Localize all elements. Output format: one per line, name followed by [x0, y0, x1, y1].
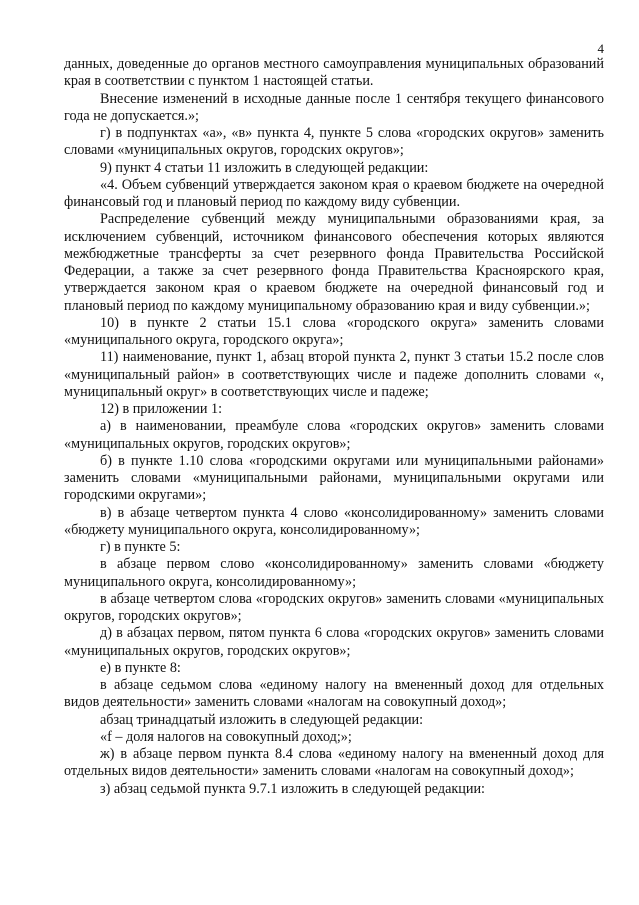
document-body — [64, 56, 604, 798]
paragraph: в) в абзаце четвертом пункта 4 слово «консолидированному» заменить словами «бюджету муниципального округа, консолидированному»; — [64, 504, 604, 538]
paragraph: «f – доля налогов на совокупный доход;»; — [100, 728, 352, 745]
paragraph: г) в пункте 5: — [100, 539, 181, 555]
paragraph: абзац тринадцатый изложить в следующей редакции: — [100, 711, 424, 728]
paragraph: г) в подпунктах «а», «в» пункта 4, пункте 5 слова «городских округов» заменить словами «муниципальных округов, городских округов»; — [64, 125, 604, 159]
paragraph: 10) в пункте 2 статьи 15.1 слова «городского округа» заменить словами «муниципального округа, городского округа»; — [64, 314, 604, 348]
paragraph: ж) в абзаце первом пункта 8.4 слова «единому налогу на вмененный доход для отдельных видов деятельности» заменить словами «налогам на совокупный доход»; — [64, 746, 604, 780]
paragraph: 12) в приложении 1: — [100, 401, 223, 417]
paragraph: 9) пункт 4 статьи 11 изложить в следующей редакции: — [100, 159, 429, 176]
paragraph: «4. Объем субвенций утверждается законом края о краевом бюджете на очередной финансовый год и плановый период по каждому виду субвенции. — [64, 176, 604, 210]
paragraph: з) абзац седьмой пункта 9.7.1 изложить в следующей редакции: — [100, 780, 486, 797]
paragraph: д) в абзацах первом, пятом пункта 6 слова «городских округов» заменить словами «муниципальных округов, городских округов»; — [64, 625, 604, 659]
paragraph: данных, доведенные до органов местного самоуправления муниципальных образований края в соответствии с пунктом 1 настоящей статьи. — [64, 56, 604, 90]
paragraph: е) в пункте 8: — [100, 659, 181, 676]
paragraph: Распределение субвенций между муниципальными образованиями края, за исключением субвенций, источником финансового обеспечения которых являются межбюджетные трансферты за счет резервного фонда Правительства Российской Федерации, а также за счет резервного фонда Правительства Красноярского края, утверждается законом края о краевом бюджете на очередной финансовый год и плановый период по каждому муниципальному образованию края и виду субвенции.»; — [64, 211, 604, 314]
paragraph: в абзаце первом слово «консолидированному» заменить словами «бюджету муниципального округа, консолидированному»; — [64, 556, 604, 590]
paragraph: 11) наименование, пункт 1, абзац второй пункта 2, пункт 3 статьи 15.2 после слов «муниципальный район» в соответствующих числе и падеже дополнить словами «, муниципальный округ» в соответствующих числе и падеже; — [64, 349, 604, 400]
paragraph: в абзаце седьмом слова «единому налогу на вмененный доход для отдельных видов деятельности» заменить словами «налогам на совокупный доход»; — [64, 677, 604, 711]
paragraph: в абзаце четвертом слова «городских округов» заменить словами «муниципальных округов, городских округов»; — [64, 590, 604, 624]
paragraph: а) в наименовании, преамбуле слова «городских округов» заменить словами «муниципальных округов, городских округов»; — [64, 418, 604, 452]
paragraph: б) в пункте 1.10 слова «городскими округами или муниципальными районами» заменить словами «муниципальными районами, муниципальными округами или городскими округами»; — [64, 452, 604, 504]
paragraph: Внесение изменений в исходные данные после 1 сентября текущего финансового года не допускается.»; — [64, 90, 604, 124]
page-number: 4 — [597, 41, 604, 56]
